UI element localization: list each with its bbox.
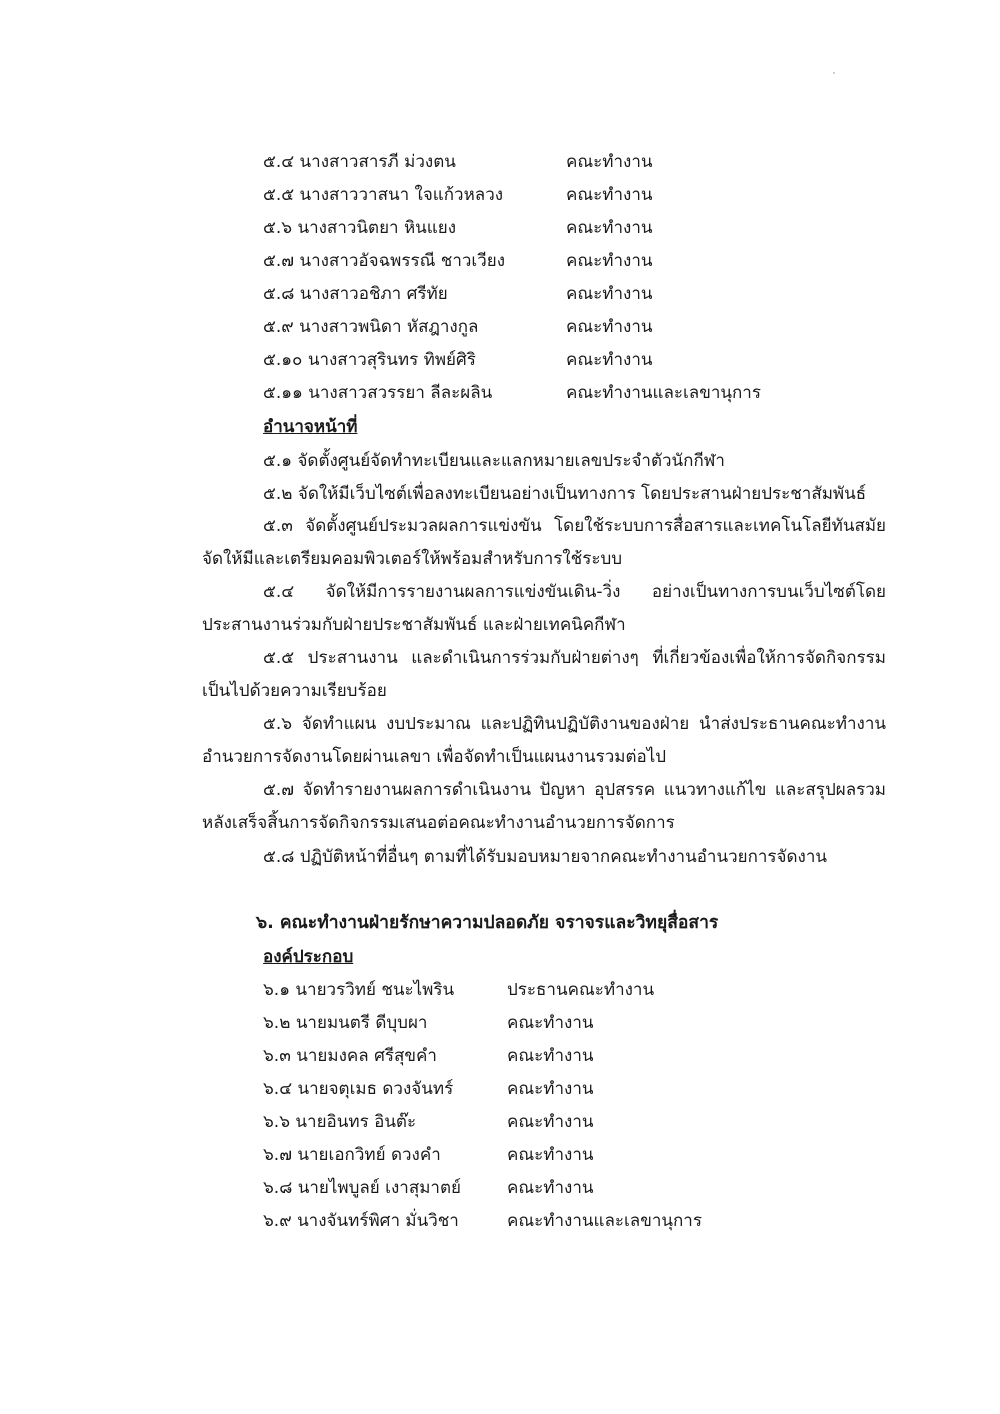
list-item [263,213,883,243]
member-name: นางสาวสารภี ม่วงตน [299,152,456,172]
item-number: ๕.๑๑ [263,383,303,403]
member-role: คณะทำงาน [566,218,653,238]
member-role: คณะทำงาน [566,284,653,304]
item-number: ๖.๔ [263,1079,293,1099]
member-name: นางสาวสุรินทร ทิพย์ศิริ [307,350,476,370]
member-name: นายมงคล ศรีสุขคำ [296,1046,437,1066]
item-number: ๕.๖ [263,218,293,238]
list-item [263,1107,863,1137]
member-name: นายเอกวิทย์ ดวงคำ [297,1145,441,1165]
member-name: นายวรวิทย์ ชนะไพริน [295,980,455,1000]
member-name: นายอินทร อินต๊ะ [295,1112,417,1132]
member-role: ประธานคณะทำงาน [507,980,655,1000]
list-item [263,246,883,276]
duty-item: ๕.๒ จัดให้มีเว็บไซต์เพื่อลงทะเบียนอย่างเป็นทางการ โดยประสานฝ่ายประชาสัมพันธ์ [263,484,867,504]
duty-paragraph: ๕.๗ จัดทำรายงานผลการดำเนินงาน ปัญหา อุปสรรค แนวทางแก้ไข และสรุปผลรวมหลังเสร็จสิ้นการจัดกิจกรรมเสนอต่อคณะทำงานอำนวยการจัดการ [202,780,886,833]
duty-paragraph: ๕.๕ ประสานงาน และดำเนินการร่วมกับฝ่ายต่างๆ ที่เกี่ยวข้องเพื่อให้การจัดกิจกรรมเป็นไปด้วยความเรียบร้อย [202,648,886,701]
item-number: ๖.๖ [263,1112,290,1132]
duty-item: ๕.๑ จัดตั้งศูนย์จัดทำทะเบียนและแลกหมายเลขประจำตัวนักกีฬา [263,451,725,471]
item-number: ๖.๒ [263,1013,291,1033]
member-name: นางสาวสวรรยา ลีละผลิน [308,383,493,403]
member-name: นางสาวอัจฉพรรณี ชาวเวียง [299,251,506,271]
member-name: นายไพบูลย์ เงาสุมาตย์ [297,1178,461,1198]
item-number: ๕.๑๐ [263,350,303,370]
list-item [263,279,883,309]
member-name: นายมนตรี ดีบุบผา [295,1013,428,1033]
member-role: คณะทำงาน [507,1178,594,1198]
item-number: ๖.๑ [263,980,290,1000]
list-item [263,1041,863,1071]
member-name: นางสาววาสนา ใจแก้วหลวง [299,185,504,205]
member-name: นางสาวนิตยา หินแยง [297,218,457,238]
list-item [263,1173,863,1203]
list-item [263,1074,863,1104]
item-number: ๕.๙ [263,317,294,337]
item-number: ๕.๕ [263,185,295,205]
member-role: คณะทำงาน [566,317,653,337]
item-number: ๖.๓ [263,1046,291,1066]
duties-heading: อำนาจหน้าที่ [263,417,358,437]
duty-paragraph: ๕.๖ จัดทำแผน งบประมาณ และปฏิทินปฏิบัติงานของฝ่าย นำส่งประธานคณะทำงานอำนวยการจัดงานโดยผ่านเลขา เพื่อจัดทำเป็นแผนงานรวมต่อไป [202,714,886,767]
list-item [263,378,883,408]
list-item [263,147,883,177]
list-item [263,1140,863,1170]
member-name: นางสาวอชิภา ศรีทัย [299,284,448,304]
list-item [263,1008,863,1038]
member-role: คณะทำงาน [507,1046,594,1066]
scan-speck [833,72,835,74]
list-item [263,180,883,210]
member-role: คณะทำงาน [566,251,653,271]
member-role: คณะทำงาน [507,1079,594,1099]
item-number: ๕.๔ [263,152,295,172]
item-number: ๖.๘ [263,1178,293,1198]
member-role: คณะทำงาน [507,1112,594,1132]
duty-item: ๕.๘ ปฏิบัติหน้าที่อื่นๆ ตามที่ได้รับมอบหมายจากคณะทำงานอำนวยการจัดงาน [263,847,828,867]
item-number: ๕.๘ [263,284,295,304]
member-name: นายจตุเมธ ดวงจันทร์ [297,1079,454,1099]
duty-paragraph: ๕.๔ จัดให้มีการรายงานผลการแข่งขันเดิน-วิ่ง อย่างเป็นทางการบนเว็บไซต์โดยประสานงานร่วมกับฝ่ายประชาสัมพันธ์ และฝ่ายเทคนิคกีฬา [202,582,886,635]
member-role: คณะทำงาน [507,1013,594,1033]
item-number: ๕.๗ [263,251,295,271]
list-item [263,345,883,375]
item-number: ๖.๗ [263,1145,292,1165]
item-number: ๖.๙ [263,1211,292,1231]
member-role: คณะทำงานและเลขานุการ [507,1211,702,1231]
composition-heading: องค์ประกอบ [263,947,354,967]
member-role: คณะทำงานและเลขานุการ [566,383,761,403]
duty-paragraph: ๕.๓ จัดตั้งศูนย์ประมวลผลการแข่งขัน โดยใช้ระบบการสื่อสารและเทคโนโลยีทันสมัย จัดให้มีและเตรียมคอมพิวเตอร์ให้พร้อมสำหรับการใช้ระบบ [202,516,886,569]
list-item [263,312,883,342]
member-role: คณะทำงาน [507,1145,594,1165]
list-item [263,1206,863,1236]
member-name: นางสาวพนิดา หัสฎางกูล [299,317,479,337]
list-item [263,975,863,1005]
member-role: คณะทำงาน [566,152,653,172]
member-name: นางจันทร์พิศา มั่นวิชา [297,1211,459,1231]
member-role: คณะทำงาน [566,185,653,205]
section-title: ๖. คณะทำงานฝ่ายรักษาความปลอดภัย จราจรและวิทยุสื่อสาร [256,913,719,933]
member-role: คณะทำงาน [566,350,653,370]
